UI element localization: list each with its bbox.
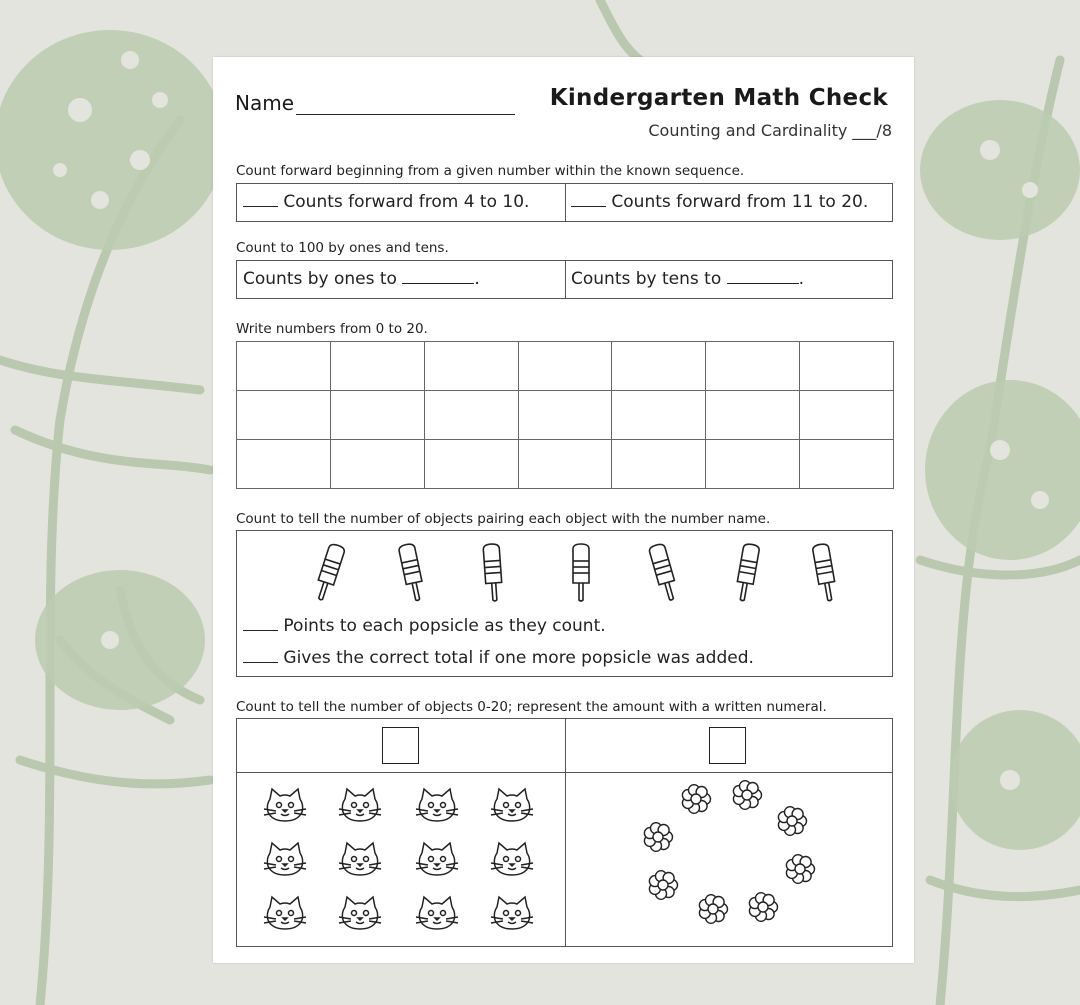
cat-face-icon (262, 787, 308, 823)
cat-face-icon (489, 895, 535, 931)
number-grid-cell[interactable] (705, 390, 800, 440)
number-grid-cell[interactable] (611, 439, 706, 489)
number-grid-cell[interactable] (330, 341, 425, 391)
worksheet-subtitle: Counting and Cardinality ___/8 (648, 121, 892, 140)
name-field-line[interactable] (296, 114, 515, 115)
cat-face-icon (414, 841, 460, 877)
name-label: Name (235, 91, 295, 115)
number-grid-cell[interactable] (518, 439, 612, 489)
popsicle-icon (808, 543, 842, 603)
number-grid-cell[interactable] (330, 390, 425, 440)
check-correct-total: Gives the correct total if one more popsicle was added. (243, 648, 754, 668)
count-by-ones-item: Counts by ones to . (243, 269, 480, 289)
count-forward-item-2: Counts forward from 11 to 20. (571, 192, 868, 212)
count-forward-table (236, 183, 893, 222)
number-grid-cell[interactable] (705, 439, 800, 489)
popsicle-icon (395, 543, 429, 603)
count-forward-item-1: Counts forward from 4 to 10. (243, 192, 529, 212)
flowers-group (566, 773, 892, 946)
flower-icon (729, 777, 765, 813)
worksheet-page (213, 57, 914, 963)
flower-icon (645, 867, 681, 903)
cat-face-icon (489, 841, 535, 877)
flower-icon (774, 803, 810, 839)
cat-face-icon (337, 895, 383, 931)
number-writing-grid (236, 341, 893, 488)
popsicle-icon (312, 543, 346, 603)
flower-icon (745, 889, 781, 925)
flower-icon (695, 891, 731, 927)
cat-face-icon (414, 787, 460, 823)
number-grid-cell[interactable] (424, 341, 519, 391)
cat-face-icon (414, 895, 460, 931)
number-grid-cell[interactable] (236, 390, 331, 440)
popsicle-row (237, 541, 892, 607)
worksheet-title: Kindergarten Math Check (549, 85, 888, 111)
numeral-answer-box-cats[interactable] (382, 727, 419, 764)
flower-icon (640, 819, 676, 855)
number-grid-cell[interactable] (705, 341, 800, 391)
cat-face-icon (337, 841, 383, 877)
score-blank[interactable] (571, 206, 606, 207)
score-blank[interactable] (243, 206, 278, 207)
check-points-to-each: Points to each popsicle as they count. (243, 616, 606, 636)
flower-icon (782, 851, 818, 887)
answer-blank[interactable] (402, 283, 474, 284)
count-by-tens-item: Counts by tens to . (571, 269, 805, 289)
represent-numeral-table (236, 718, 893, 947)
numeral-answer-box-flowers[interactable] (709, 727, 746, 764)
cats-group (237, 773, 564, 946)
cat-face-icon (337, 787, 383, 823)
score-blank[interactable] (243, 630, 278, 631)
number-grid-cell[interactable] (799, 439, 894, 489)
section-pairing-title: Count to tell the number of objects pairing each object with the number name. (236, 511, 771, 527)
cat-face-icon (262, 841, 308, 877)
score-blank[interactable] (243, 662, 278, 663)
popsicle-icon (476, 543, 510, 603)
popsicle-counting-box (236, 530, 893, 677)
number-grid-cell[interactable] (611, 390, 706, 440)
number-grid-cell[interactable] (518, 390, 612, 440)
section-count-forward-title: Count forward beginning from a given number within the known sequence. (236, 163, 745, 179)
cat-face-icon (262, 895, 308, 931)
number-grid-cell[interactable] (236, 439, 331, 489)
count-100-table (236, 260, 893, 299)
number-grid-cell[interactable] (799, 341, 894, 391)
number-grid-cell[interactable] (424, 390, 519, 440)
number-grid-cell[interactable] (330, 439, 425, 489)
number-grid-cell[interactable] (424, 439, 519, 489)
popsicle-icon (730, 543, 764, 603)
section-represent-numeral-title: Count to tell the number of objects 0-20; represent the amount with a written numeral. (236, 699, 827, 715)
number-grid-cell[interactable] (518, 341, 612, 391)
popsicle-icon (647, 543, 681, 603)
section-write-numbers-title: Write numbers from 0 to 20. (236, 321, 428, 337)
number-grid-cell[interactable] (236, 341, 331, 391)
section-count-100-title: Count to 100 by ones and tens. (236, 240, 449, 256)
answer-blank[interactable] (727, 283, 799, 284)
popsicle-icon (564, 543, 598, 603)
number-grid-cell[interactable] (611, 341, 706, 391)
number-grid-cell[interactable] (799, 390, 894, 440)
flower-icon (678, 781, 714, 817)
cat-face-icon (489, 787, 535, 823)
